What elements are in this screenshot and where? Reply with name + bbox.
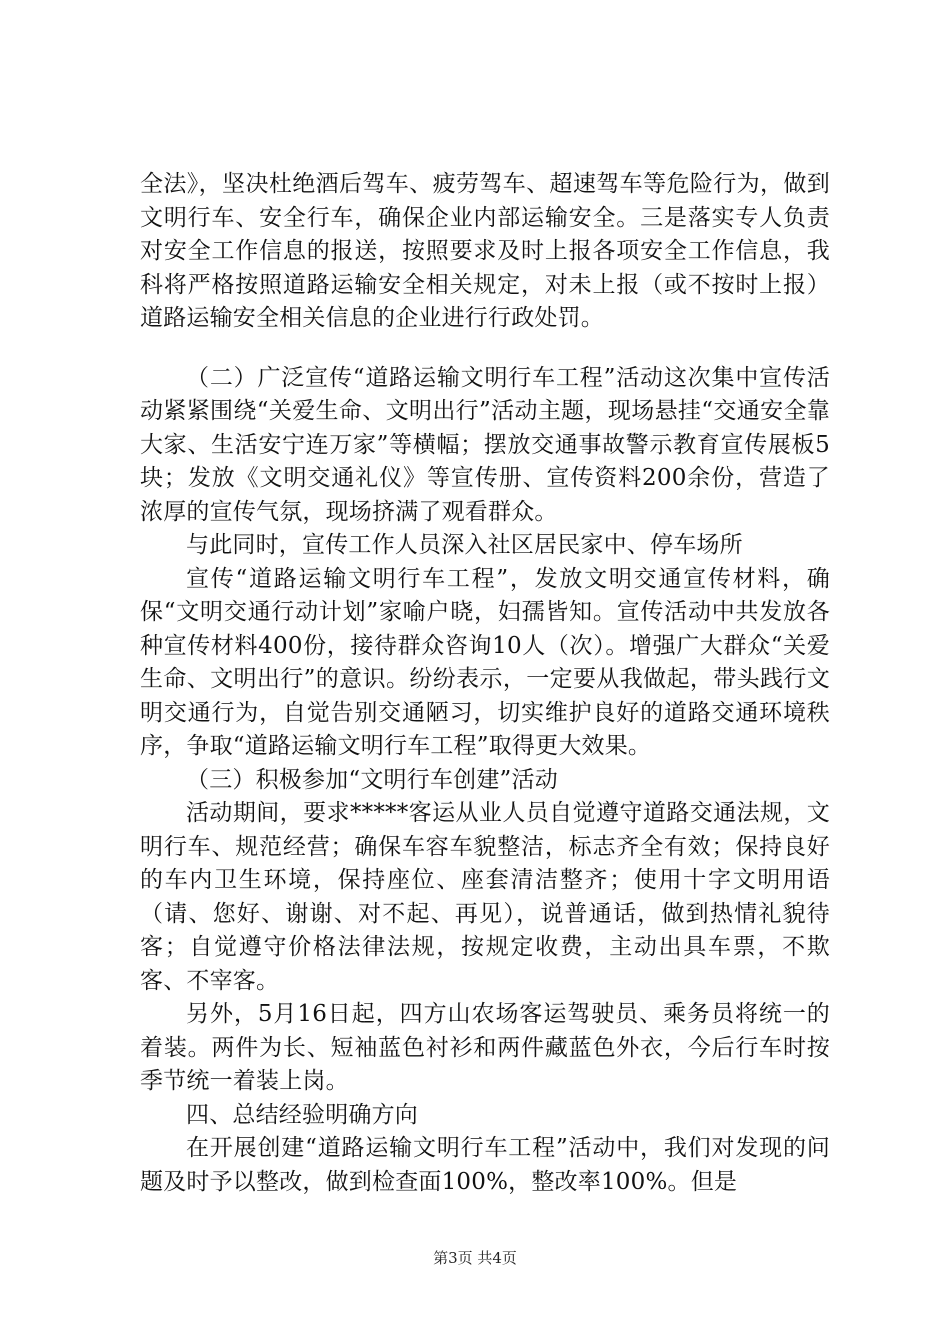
paragraph-uniforms: 另外，5月16日起，四方山农场客运驾驶员、乘务员将统一的着装。两件为长、短袖蓝色衬衫和两件藏蓝色外衣，今后行车时按季节统一着装上岗。 [140, 1001, 830, 1094]
paragraph-community-outreach: 与此同时，宣传工作人员深入社区居民家中、停车场所 [186, 532, 743, 558]
heading-section-4: 四、总结经验明确方向 [186, 1101, 418, 1128]
paragraph-activity-requirements: 活动期间，要求*****客运从业人员自觉遵守道路交通法规，文明行车、规范经营；确保车容车貌整洁，标志齐全有效；保持良好的车内卫生环境，保持座位、座套清洁整齐；使用十字文明用语（请、您好、谢谢、对不起、再见），说普通话，做到热情礼貌待客；自觉遵守价格法律法规，按规定收费，主动出具车票，不欺客、不宰客。 [140, 800, 830, 994]
paragraph-summary: 在开展创建“道路运输文明行车工程”活动中，我们对发现的问题及时予以整改，做到检查面100%，整改率100%。但是 [140, 1135, 830, 1195]
paragraph-section-2: （二）广泛宣传“道路运输文明行车工程”活动这次集中宣传活动紧紧围绕“关爱生命、文明出行”活动主题，现场悬挂“交通安全靠大家、生活安宁连万家”等横幅；摆放交通事故警示教育宣传展板5块；发放《文明交通礼仪》等宣传册、宣传资料200余份，营造了浓厚的宣传气氛，现场挤满了观看群众。 [140, 364, 830, 525]
page-number-footer: 第3页 共4页 [433, 1249, 517, 1267]
paragraph-continuation: 全法》，坚决杜绝酒后驾车、疲劳驾车、超速驾车等危险行为，做到文明行车、安全行车，确保企业内部运输安全。三是落实专人负责对安全工作信息的报送，按照要求及时上报各项安全工作信息，我科将严格按照道路运输安全相关规定，对未上报（或不按时上报）道路运输安全相关信息的企业进行行政处罚。 [140, 171, 830, 331]
document-body [140, 168, 830, 1199]
heading-section-3: （三）积极参加“文明行车创建”活动 [186, 766, 558, 793]
paragraph-publicity-results: 宣传“道路运输文明行车工程”，发放文明交通宣传材料，确保“文明交通行动计划”家喻户晓，妇孺皆知。宣传活动中共发放各种宣传材料400份，接待群众咨询10人（次）。增强广大群众“关爱生命、文明出行”的意识。纷纷表示，一定要从我做起，带头践行文明交通行为，自觉告别交通陋习，切实维护良好的道路交通环境秩序，争取“道路运输文明行车工程”取得更大效果。 [140, 565, 830, 759]
